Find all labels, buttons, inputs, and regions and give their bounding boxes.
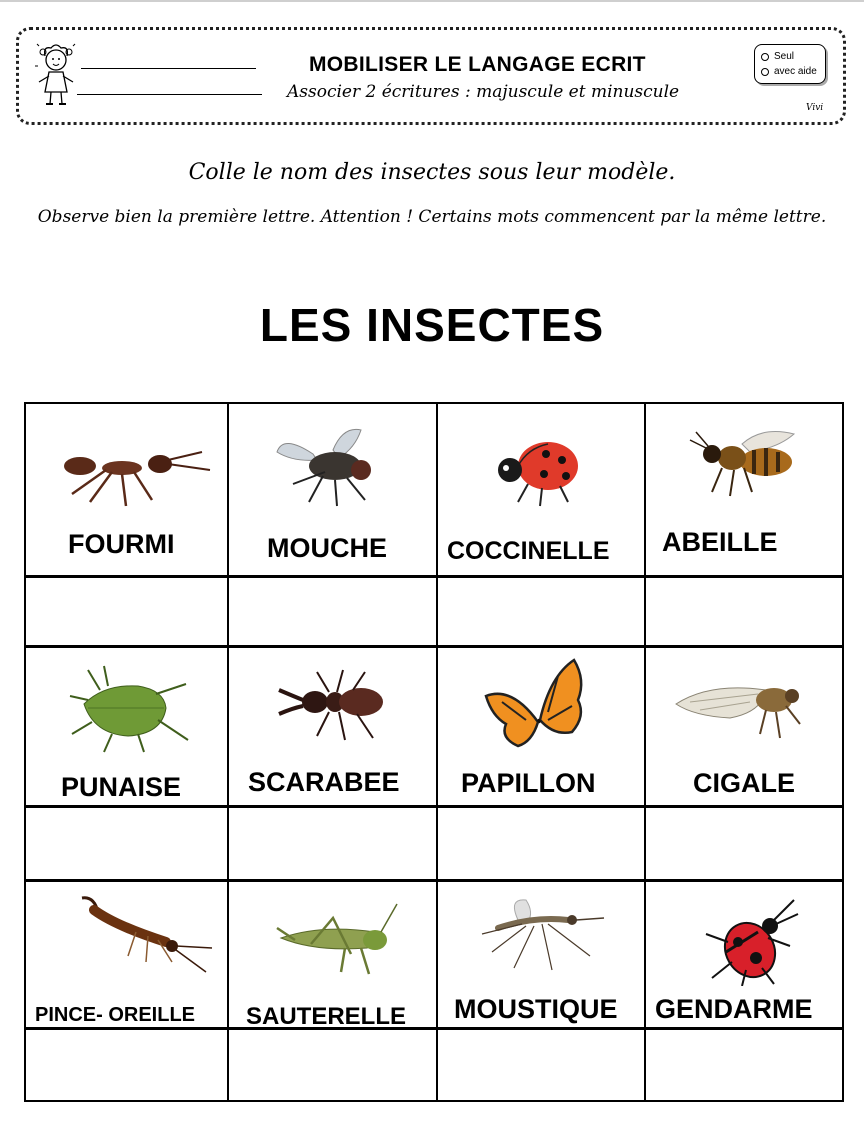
girl-illustration-icon (33, 40, 79, 108)
top-rule (0, 0, 864, 2)
insect-cell (26, 404, 227, 575)
ant-icon (42, 434, 216, 514)
page-title: LES INSECTES (259, 299, 605, 351)
insect-name: COCCINELLE (447, 537, 610, 565)
ladybug-icon (488, 430, 588, 510)
insect-cell (646, 404, 844, 575)
name-line (81, 68, 256, 69)
insect-cell (646, 882, 844, 1027)
fly-icon (273, 424, 393, 514)
insect-cell (438, 882, 644, 1027)
insect-name: FOURMI (68, 529, 175, 559)
help-level-box (754, 44, 826, 84)
paste-cell[interactable] (229, 1030, 436, 1100)
paste-cell[interactable] (438, 1030, 644, 1100)
mosquito-icon (478, 894, 608, 974)
insect-cell (646, 648, 844, 805)
paste-cell[interactable] (438, 808, 644, 879)
insect-name: CIGALE (693, 768, 796, 798)
paste-cell[interactable] (646, 578, 844, 645)
insect-cell (229, 404, 436, 575)
insect-name: MOUSTIQUE (454, 994, 618, 1024)
stag-beetle-icon (273, 666, 389, 746)
insect-name: ABEILLE (662, 527, 778, 557)
paste-cell[interactable] (438, 578, 644, 645)
option-avec-aide[interactable] (761, 64, 825, 79)
insect-name: SAUTERELLE (246, 1003, 407, 1030)
insect-grid (24, 402, 844, 1102)
insect-cell (26, 648, 227, 805)
insect-name: MOUCHE (267, 533, 387, 563)
cicada-icon (670, 672, 810, 742)
insect-name: PINCE- OREILLE (35, 1004, 196, 1026)
bee-icon (682, 426, 802, 506)
paste-cell[interactable] (26, 1030, 227, 1100)
paste-cell[interactable] (229, 808, 436, 879)
firebug-icon (698, 898, 802, 986)
instruction-line-2: Observe bien la première lettre. Attention ! Certains mots commencent par la même lettre. (37, 207, 827, 227)
insect-cell (438, 404, 644, 575)
insect-name: GENDARME (655, 994, 813, 1024)
insect-name: PAPILLON (461, 768, 596, 798)
paste-cell[interactable] (26, 578, 227, 645)
radio-circle-icon (761, 53, 769, 61)
header-title: MOBILISER LE LANGAGE ECRIT (309, 53, 646, 76)
stink-bug-icon (68, 660, 192, 754)
author-credit: Vivi (806, 103, 824, 113)
insect-name: SCARABEE (248, 767, 400, 797)
insect-cell (26, 882, 227, 1027)
radio-circle-icon (761, 68, 769, 76)
insect-cell (438, 648, 644, 805)
paste-cell[interactable] (229, 578, 436, 645)
insect-name: PUNAISE (61, 772, 182, 802)
paste-cell[interactable] (646, 1030, 844, 1100)
paste-cell[interactable] (646, 808, 844, 879)
butterfly-icon (482, 656, 592, 752)
worksheet-header (16, 27, 846, 125)
earwig-icon (76, 890, 216, 990)
instruction-line-1: Colle le nom des insectes sous leur modèle. (188, 160, 676, 185)
grasshopper-icon (271, 898, 401, 978)
paste-cell[interactable] (26, 808, 227, 879)
option-seul[interactable] (761, 49, 825, 64)
option-label: avec aide (774, 66, 817, 77)
option-label: Seul (774, 51, 795, 62)
insect-cell (229, 648, 436, 805)
date-line (77, 94, 262, 95)
header-subtitle: Associer 2 écritures : majuscule et minuscule (287, 82, 680, 102)
insect-cell (229, 882, 436, 1030)
